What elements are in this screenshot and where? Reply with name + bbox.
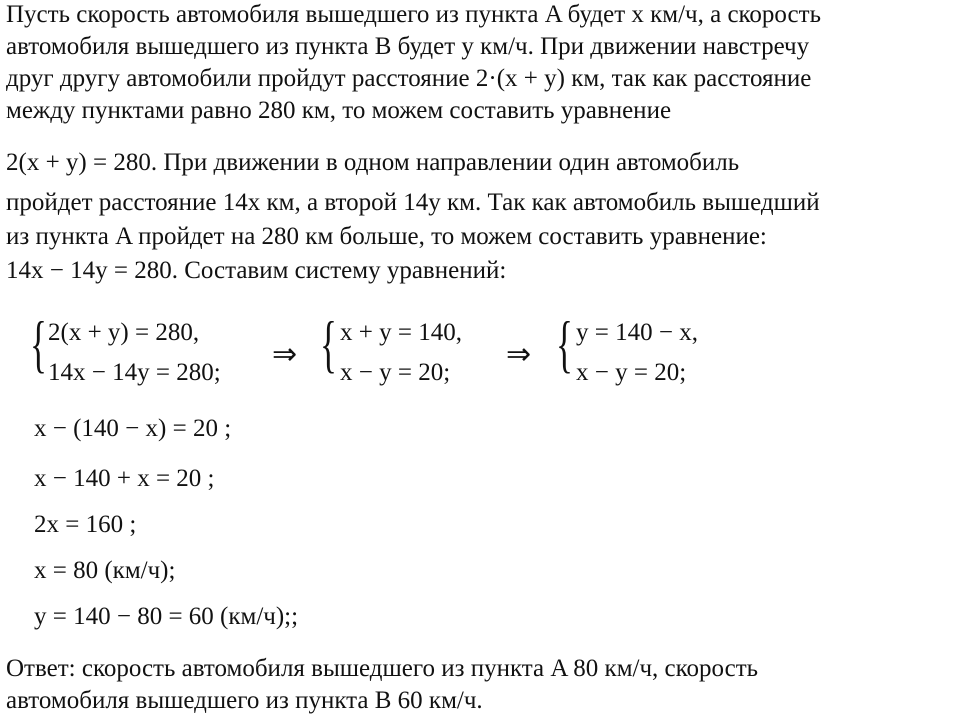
text-line: . Составим систему уравнений: <box>171 257 507 284</box>
system-3-eq-2: x − y = 20; <box>576 359 687 386</box>
system-2-eq-2: x − y = 20; <box>340 359 451 386</box>
implies-arrow: ⇒ <box>272 338 298 371</box>
brace-symbol: { <box>320 308 337 379</box>
system-1-eq-1: 2(x + y) = 280, <box>48 319 200 346</box>
brace-symbol: { <box>556 308 573 379</box>
equation-inline: 14x − 14y = 280 <box>6 257 172 284</box>
step-line: 2x = 160 ; <box>34 511 137 538</box>
step-line: x − (140 − x) = 20 ; <box>34 415 232 442</box>
step-line: x − 140 + x = 20 ; <box>34 465 215 492</box>
brace-symbol: { <box>30 308 47 379</box>
equation-inline: 2(x + y) = 280 <box>6 149 151 176</box>
text-line: автомобиля вышедшего из пункта B будет y км/ч. При движении навстречу <box>6 33 810 60</box>
system-1-eq-2: 14x − 14y = 280; <box>48 359 221 386</box>
answer-line: Ответ: скорость автомобиля вышедшего из пункта A 80 км/ч, скорость <box>6 655 759 682</box>
system-3-eq-1: y = 140 − x, <box>576 319 698 346</box>
step-line: y = 140 − 80 = 60 (км/ч);; <box>34 603 299 630</box>
text-line: друг другу автомобили пройдут расстояние 2·(x + y) км, так как расстояние <box>6 65 812 92</box>
step-line: x = 80 (км/ч); <box>34 557 176 584</box>
text-line: . При движении в одном направлении один автомобиль <box>150 149 740 176</box>
text-line: между пунктами равно 280 км, то можем составить уравнение <box>6 97 672 124</box>
system-2-eq-1: x + y = 140, <box>340 319 462 346</box>
implies-arrow: ⇒ <box>506 338 532 371</box>
text-line: Пусть скорость автомобиля вышедшего из пункта A будет x км/ч, а скорость <box>6 1 821 28</box>
text-line: пройдет расстояние 14x км, а второй 14y км. Так как автомобиль вышедший <box>6 189 820 216</box>
text-line: из пункта A пройдет на 280 км больше, то можем составить уравнение: <box>6 223 767 250</box>
answer-line: автомобиля вышедшего из пункта B 60 км/ч. <box>6 687 483 714</box>
